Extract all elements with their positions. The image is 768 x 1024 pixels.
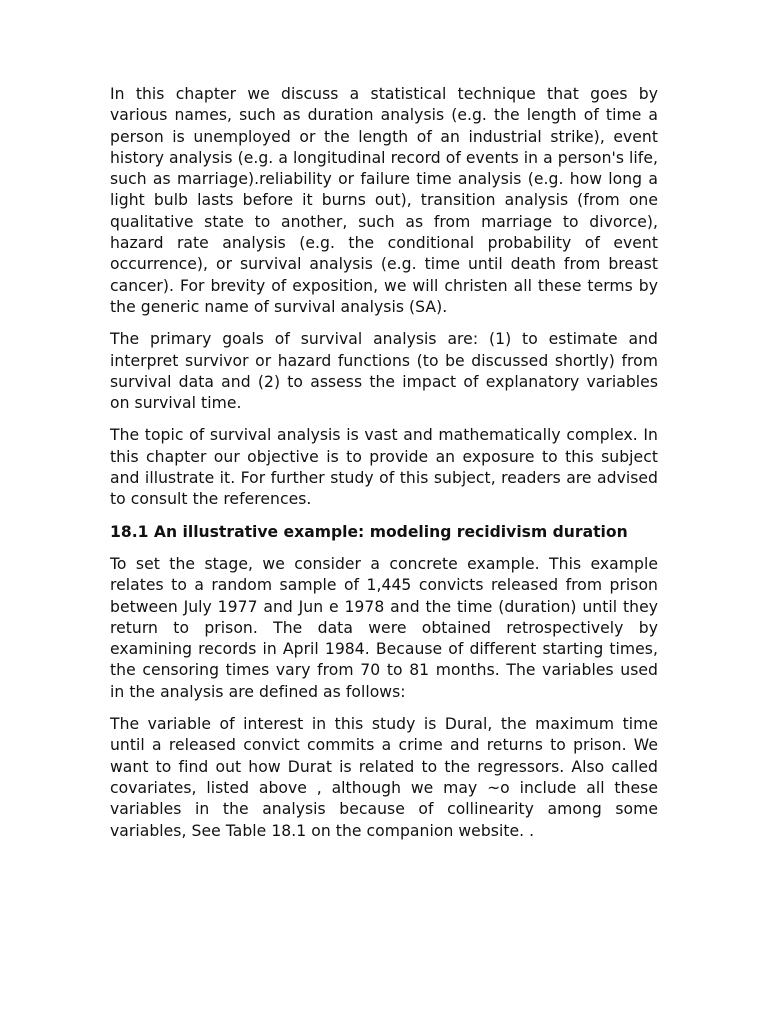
paragraph-variable: The variable of interest in this study is Dural, the maximum time until a released convict commits a crime and returns to prison. We want to find out how Durat is related to the regressors. Also called covariates, listed above , although we may ~o include all these variables in the analysis because of collinearity among some variables, See Table 18.1 on the companion website. . <box>110 715 658 840</box>
paragraph-intro: In this chapter we discuss a statistical technique that goes by various names, such as duration analysis (e.g. the length of time a person is unemployed or the length of an industrial strike), event history analysis (e.g. a longitudinal record of events in a person's life, such as marriage).reliability or failure time analysis (e.g. how long a light bulb lasts before it burns out), transition analysis (from one qualitative state to another, such as from marriage to divorce), hazard rate analysis (e.g. the conditional probability of event occurrence), or survival analysis (e.g. time until death from breast cancer). For brevity of exposition, we will christen all these terms by the generic name of survival analysis (SA). <box>110 85 658 316</box>
paragraph-topic: The topic of survival analysis is vast and mathematically complex. In this chapter our objective is to provide an exposure to this subject and illustrate it. For further study of this subject, readers are advised to consult the references. <box>110 426 658 509</box>
section-heading: 18.1 An illustrative example: modeling recidivism duration <box>110 522 628 541</box>
paragraph-goals: The primary goals of survival analysis are: (1) to estimate and interpret survivor or hazard functions (to be discussed shortly) from survival data and (2) to assess the impact of explanatory variables on survival time. <box>110 330 658 413</box>
document-page <box>110 84 658 853</box>
paragraph-example: To set the stage, we consider a concrete example. This example relates to a random sample of 1,445 convicts released from prison between July 1977 and Jun e 1978 and the time (duration) until they return to prison. The data were obtained retrospectively by examining records in April 1984. Because of different starting times, the censoring times vary from 70 to 81 months. The variables used in the analysis are defined as follows: <box>110 554 658 701</box>
